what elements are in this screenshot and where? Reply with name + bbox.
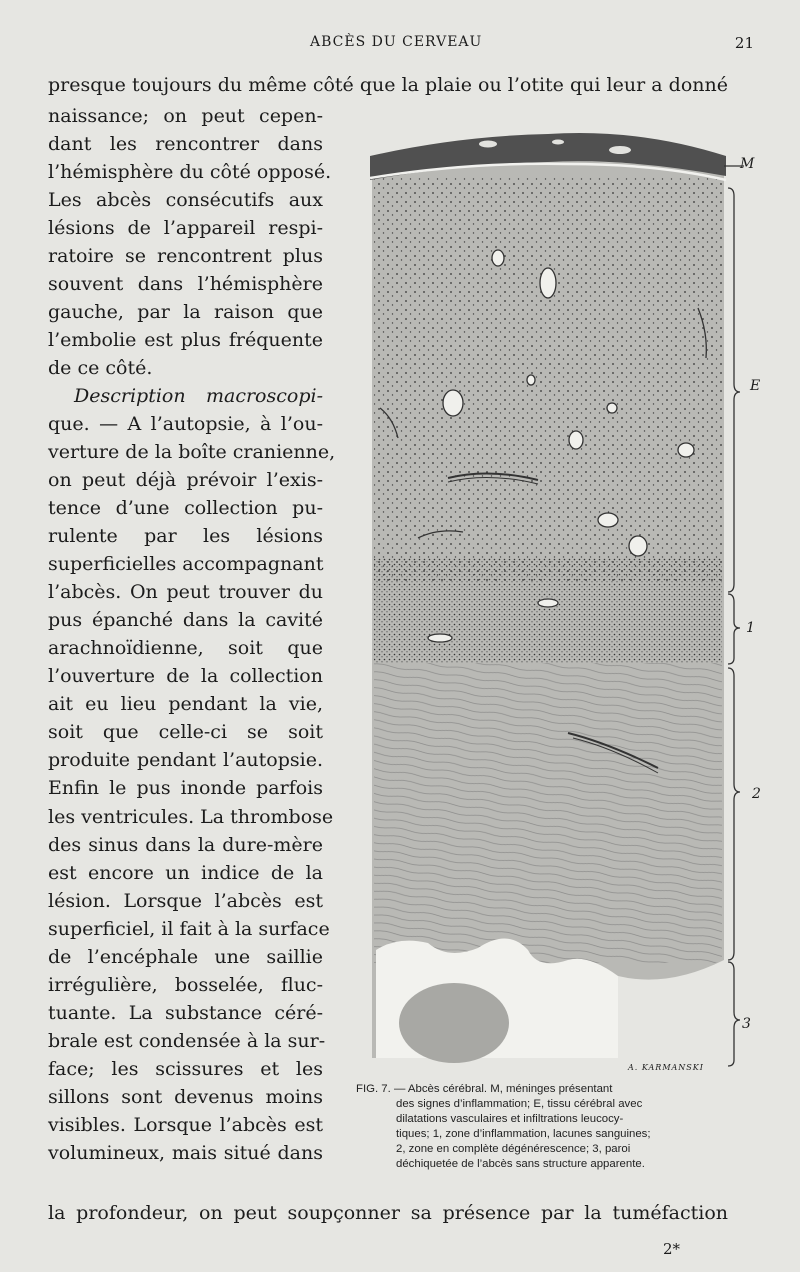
caption-line: FIG. 7. — Abcès cérébral. M, méninges présentant [356, 1083, 613, 1095]
figure-brain-abscess [368, 118, 761, 1063]
text-line: irrégulière, bosselée, fluc- [48, 974, 323, 996]
caption-line: 2, zone en complète dégénérescence; 3, paroi [396, 1143, 631, 1155]
text-line: arachnoïdienne, soit que [48, 637, 323, 659]
caption-line: déchiquetée de l’abcès sans structure apparente. [396, 1158, 645, 1170]
text-line: sillons sont devenus moins [48, 1086, 323, 1108]
text-line: l’embolie est plus fréquente [48, 329, 323, 351]
text-line: l’hémisphère du côté opposé. [48, 161, 332, 183]
text-line: pus épanché dans la cavité [48, 609, 323, 631]
zone-e-cells [374, 178, 722, 583]
text-line: tence d’une collection pu- [48, 497, 323, 519]
text-line: Description macroscopi- [74, 385, 323, 407]
zone-1-cells [374, 558, 722, 663]
text-line: visibles. Lorsque l’abcès est [48, 1114, 323, 1136]
text-line: tuante. La substance céré- [48, 1002, 323, 1024]
text-line: ratoire se rencontrent plus [48, 245, 323, 267]
text-line: verture de la boîte cranienne, [48, 441, 336, 463]
page-number: 21 [734, 34, 754, 52]
caption-line: tiques; 1, zone d’inflammation, lacunes sanguines; [396, 1128, 651, 1140]
text-line: on peut déjà prévoir l’exis- [48, 469, 323, 491]
text-line: gauche, par la raison que [48, 301, 323, 323]
text-line: que. — A l’autopsie, à l’ou- [48, 413, 323, 435]
text-line: l’abcès. On peut trouver du [48, 581, 323, 603]
zone-2-fibres [374, 663, 722, 963]
engraver-signature: A. KARMANSKI [628, 1063, 704, 1072]
text-line: dant les rencontrer dans [48, 133, 323, 155]
text-line-bottom: la profondeur, on peut soupçonner sa présence par la tuméfaction [48, 1202, 728, 1224]
text-line: face; les scissures et les [48, 1058, 323, 1080]
text-line: l’ouverture de la collection [48, 665, 323, 687]
text-line: superficiel, il fait à la surface [48, 918, 330, 940]
text-line: Les abcès consécutifs aux [48, 189, 323, 211]
text-line: souvent dans l’hémisphère [48, 273, 323, 295]
label-m: M [740, 156, 755, 172]
label-3: 3 [742, 1016, 751, 1032]
caption-line: des signes d’inflammation; E, tissu cérébral avec [396, 1098, 643, 1110]
histology-illustration [368, 118, 728, 1063]
text-line: des sinus dans la dure-mère [48, 834, 323, 856]
text-line: naissance; on peut cepen- [48, 105, 323, 127]
label-1: 1 [746, 620, 755, 636]
text-line: ait eu lieu pendant la vie, [48, 693, 323, 715]
text-line: lésions de l’appareil respi- [48, 217, 323, 239]
label-e: E [750, 378, 761, 394]
text-line: les ventricules. La thrombose [48, 806, 334, 828]
text-line: de l’encéphale une saillie [48, 946, 323, 968]
text-line: lésion. Lorsque l’abcès est [48, 890, 323, 912]
text-line: Enfin le pus inonde parfois [48, 777, 323, 799]
label-2: 2 [752, 786, 761, 802]
text-line: superficielles accompagnant [48, 553, 324, 575]
text-line: de ce côté. [48, 357, 153, 379]
text-line: produite pendant l’autopsie. [48, 749, 323, 771]
signature-mark: 2* [663, 1240, 681, 1258]
text-line: est encore un indice de la [48, 862, 323, 884]
text-line-top: presque toujours du même côté que la plaie ou l’otite qui leur a donné [48, 74, 728, 96]
running-title: ABCÈS DU CERVEAU [310, 34, 483, 50]
text-line: rulente par les lésions [48, 525, 323, 547]
caption-line: dilatations vasculaires et infiltrations leucocy- [396, 1113, 624, 1125]
text-line: soit que celle-ci se soit [48, 721, 323, 743]
text-line: brale est condensée à la sur- [48, 1030, 326, 1052]
figure-caption [356, 1082, 728, 1172]
text-line: volumineux, mais situé dans [48, 1142, 323, 1164]
